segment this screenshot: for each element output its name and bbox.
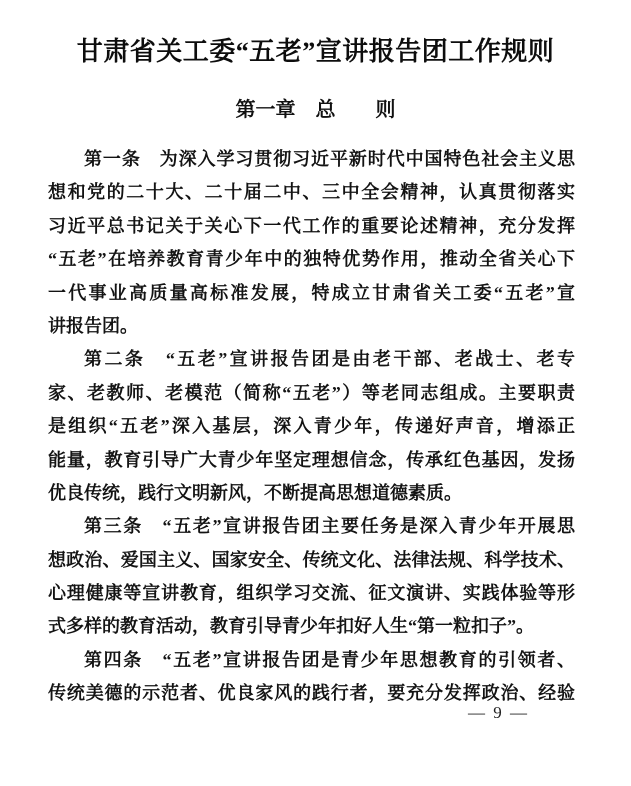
document-title: 甘肃省关工委“五老”宣讲报告团工作规则 [76,37,555,66]
text-line: 第三条 “五老”宣讲报告团主要任务是深入青少年开展思 [84,516,575,537]
text-line: 想和党的二十大、二十届二中、三中全会精神，认真贯彻落实 [48,182,575,203]
text-line: 是组织“五老”深入基层，深入青少年，传递好声音，增添正 [48,416,575,437]
text-line: 优良传统，践行文明新风，不断提高思想道德素质。 [48,482,462,503]
text-line: 讲报告团。 [48,315,138,336]
text-line: 一代事业高质量高标准发展，特成立甘肃省关工委“五老”宣 [48,282,575,303]
text-line: 第一条 为深入学习贯彻习近平新时代中国特色社会主义思 [84,149,575,169]
text-line: 能量，教育引导广大青少年坚定理想信念，传承红色基因，发扬 [48,449,575,470]
document-body [48,143,575,711]
text-line: 家、老教师、老模范（简称“五老”）等老同志组成。主要职责 [48,382,575,403]
text-line: 习近平总书记关于关心下一代工作的重要论述精神，充分发挥 [48,215,575,236]
text-line: 式多样的教育活动，教育引导青少年扣好人生“第一粒扣子”。 [48,616,534,637]
page-number: — 9 — [468,703,529,722]
text-line: 第四条 “五老”宣讲报告团是青少年思想教育的引领者、 [84,649,575,670]
chapter-heading: 第一章 总 则 [235,99,396,121]
text-line: 传统美德的示范者、优良家风的践行者，要充分发挥政治、经验 [48,683,575,704]
text-line: 想政治、爱国主义、国家安全、传统文化、法律法规、科学技术、 [48,549,575,570]
text-line: 第二条 “五老”宣讲报告团是由老干部、老战士、老专 [84,349,575,370]
text-line: “五老”在培养教育青少年中的独特优势作用，推动全省关心下 [48,249,575,270]
text-line: 心理健康等宣讲教育，组织学习交流、征文演讲、实践体验等形 [48,583,575,604]
